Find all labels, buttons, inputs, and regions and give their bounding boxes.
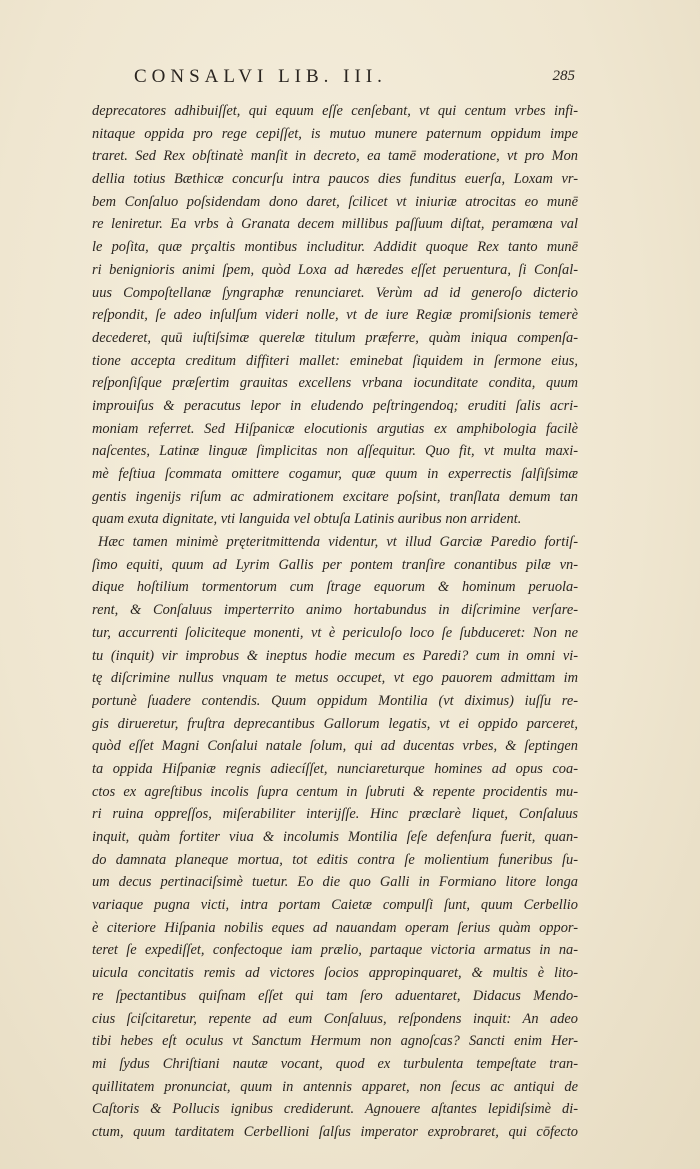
text-line: reſpondit, ſe adeo inſulſum videri nolle, vt de iure Regiæ promiſsionis temerè <box>92 307 578 324</box>
text-line: improuiſus & peracutus lepor in eludendo peſtringendoq; eruditi ſalis acri- <box>92 397 578 414</box>
text-line: tur, accurrenti ſoliciteque monenti, vt è periculoſo loco ſe ſubduceret: Non ne <box>92 624 578 641</box>
text-line: ctos ex agreſtibus incolis ſupra centum in ſubruti & repente procidentis mu- <box>92 783 578 800</box>
text-line: quam exuta dignitate, vti languida vel obtuſa Latinis auribus non arrident. <box>92 511 522 528</box>
text-line: tę diſcrimine nullus vnquam te metus occupet, vt ego pauorem admittam im <box>92 670 578 687</box>
text-line: do damnata planeque mortua, tot editis contra ſe molientium funeribus ſu- <box>92 851 578 868</box>
text-line: tibi hebes eſt oculus vt Sanctum Hermum non agnoſcas? Sancti enim Her- <box>92 1033 578 1050</box>
text-line: tione accepta creditum diffiteri mallet: eminebat ſiquidem in ſermone eius, <box>92 352 578 369</box>
text-line: quillitatem pronunciat, quum in antennis apparet, non ſecus ac antiqui de <box>92 1078 578 1095</box>
running-head: CONSALVI LIB. III. <box>134 66 387 87</box>
text-line: moniam referret. Sed Hiſpanicæ elocutionis argutias ex amphibologia facilè <box>92 420 578 437</box>
text-line: naſcentes, Latinæ linguæ ſimplicitas non aſſequitur. Quo fit, vt multa maxi- <box>92 443 578 460</box>
text-line: è citeriore Hiſpania nobilis eques ad nauandam operam ſerius quàm oppor- <box>92 919 578 936</box>
text-line: teret ſe expediſſet, confectoque iam prælio, partaque victoria armatus in na- <box>92 942 578 959</box>
text-line: decederet, quū iuſtiſsimæ querelæ titulum præferre, quàm iniqua compenſa- <box>92 329 578 346</box>
text-line: Caſtoris & Pollucis ignibus crediderunt. Agnouere aſtantes lepidiſsimè di- <box>92 1101 578 1118</box>
text-line: ta oppida Hiſpaniæ regnis adiecíſſet, nunciareturque homines ad opus coa- <box>92 760 578 777</box>
text-line: portunè ſuadere contendis. Quum oppidum Montilia (vt diximus) iuſſu re- <box>92 692 578 709</box>
text-line: ri ruina oppreſſos, miſerabiliter interijſſe. Hinc præclarè liquet, Conſaluus <box>92 806 578 823</box>
text-line: uus Compoſtellanæ ſyngraphæ renunciaret. Verùm ad id generoſo dicterio <box>92 284 578 301</box>
text-line: nitaque oppida pro rege cepiſſet, is mutuo munere paternum oppidum impe <box>92 125 578 142</box>
text-line: dique hoſtilium tormentorum cum ſtrage equorum & hominum peruola- <box>92 579 578 596</box>
page-header <box>120 66 575 96</box>
text-line: traret. Sed Rex obſtinatè manſit in decreto, ea tamē moderatione, vt pro Mon <box>92 148 578 165</box>
text-line: quòd eſſet Magni Conſalui natale ſolum, qui ad ducentas vrbes, & ſeptingen <box>92 738 578 755</box>
text-line: rent, & Conſaluus imperterrito animo hortabundus in diſcrimine verſare- <box>92 602 578 619</box>
text-line: mè feſtiua ſcommata omittere cogamur, quæ quum in experrectis ſalſiſsimæ <box>92 466 578 482</box>
body-text <box>92 100 578 1144</box>
text-line: ri benignioris animi ſpem, quòd Loxa ad hæredes eſſet peruentura, ſi Conſal- <box>92 261 578 278</box>
text-line: dellia totius Bæthicæ concurſu intra paucos dies funditus euerſa, Loxam vr- <box>92 171 578 188</box>
text-line: tu (inquit) vir improbus & ineptus hodie mecum es Paredi? cum in omni vi- <box>92 647 578 664</box>
text-line: re leniretur. Ea vrbs à Granata decem millibus paſſuum diſtat, peramœna val <box>92 216 578 233</box>
text-line: inquit, quàm fortiter viua & incolumis Montilia ſeſe defenſura fuerit, quan- <box>92 829 578 845</box>
text-line: re ſpectantibus quiſnam eſſet qui tam ſero aduentaret, Didacus Mendo- <box>92 987 578 1004</box>
text-line: Hæc tamen minimè pręteritmittenda videntur, vt illud Garciæ Paredio fortiſ- <box>98 534 578 551</box>
text-line: uicula concitatis remis ad victores ſocios appropinquaret, & multis è lito- <box>92 965 578 982</box>
text-line: le poſita, quæ prçaltis montibus includitur. Addidit quoque Rex tanto munē <box>92 239 578 256</box>
text-line: variaque pugna victi, intra portam Caietæ compulſi ſunt, quum Cerbellio <box>92 897 578 914</box>
text-line: ctum, quum tarditatem Cerbellioni ſalſus imperator exprobraret, qui cōfecto <box>92 1123 578 1140</box>
page-number: 285 <box>552 68 575 84</box>
text-line: ſimo equiti, quum ad Lyrim Gallis per pontem tranſire conantibus pilæ vn- <box>92 556 578 573</box>
text-line: bem Conſaluo poſsidendam dono daret, ſcilicet vt iniuriæ atrocitas eo munē <box>92 193 578 210</box>
text-line: mi ſydus Chriſtiani nautæ vocant, quod ex turbulenta tempeſtate tran- <box>92 1055 578 1072</box>
text-line: gentis ingenijs riſum ac admirationem excitare poſsint, tranſlata demum tan <box>92 488 578 505</box>
text-line: um decus pertinaciſsimè tuetur. Eo die quo Galli in Formiano litore longa <box>92 874 578 891</box>
text-line: deprecatores adhibuiſſet, qui equum eſſe cenſebant, vt qui centum vrbes infi- <box>92 103 578 119</box>
text-line: gis dirueretur, fruſtra deprecantibus Gallorum legatis, vt ei oppido parceret, <box>92 715 578 732</box>
text-line: cius ſciſcitaretur, repente ad eum Conſaluus, reſpondens inquit: An adeo <box>92 1010 578 1027</box>
text-line: reſponſiſque præſertim grauitas excellens vrbana iocunditate condita, quum <box>92 375 578 392</box>
